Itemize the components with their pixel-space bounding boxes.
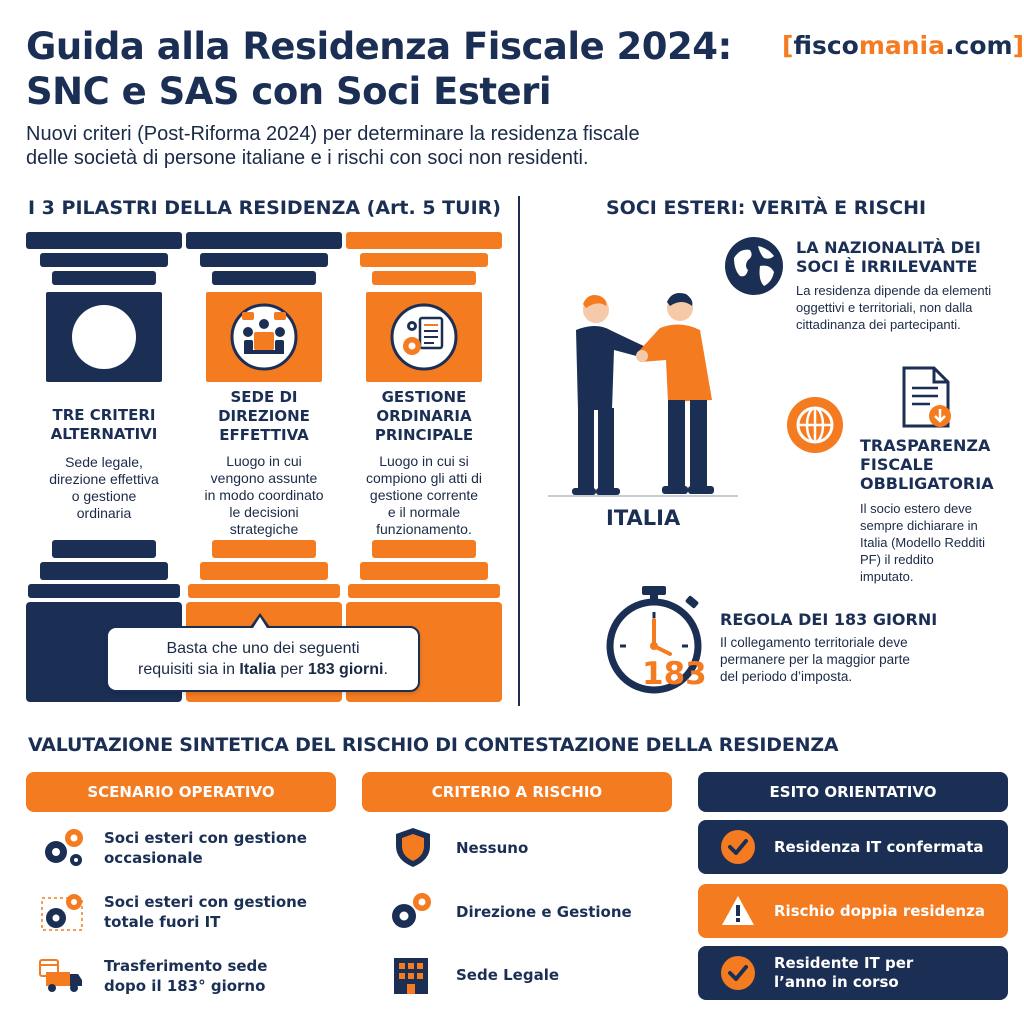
italia-label: ITALIA (606, 506, 681, 530)
pillar-body: Sede legale, direzione effettiva o gestione ordinaria (49, 454, 159, 521)
criterio-cell: Nessuno (456, 839, 529, 857)
risk-table-title: VALUTAZIONE SINTETICA DEL RISCHIO DI CONTESTAZIONE DELLA RESIDENZA (28, 734, 839, 756)
esito-cell-warning: Rischio doppia residenza (698, 884, 1008, 938)
scenario-cell: Soci esteri con gestione occasionale (104, 829, 307, 867)
title-line-1: Guida alla Residenza Fiscale 2024: (26, 25, 732, 68)
scenario-cell: Trasferimento sede dopo il 183° giorno (104, 957, 268, 995)
gears-outside-icon (40, 890, 86, 932)
section-divider (518, 196, 520, 706)
subtitle-line-1: Nuovi criteri (Post-Riforma 2024) per determinare la residenza fiscale (26, 123, 640, 145)
nazionalita-body: La residenza dipende da elementi oggettivi e territoriali, non dalla cittadinanza dei partecipanti. (796, 283, 992, 332)
handshake-illustration (548, 290, 738, 502)
gears-icon (388, 890, 434, 932)
tax-document-icon (900, 366, 952, 428)
pillar-capital (40, 253, 168, 267)
logo-suffix: .com (945, 31, 1013, 60)
callout-pointer-inner (253, 617, 267, 628)
criterio-cell: Sede Legale (456, 966, 560, 984)
pillar-capital (372, 271, 476, 285)
pillar-base (360, 562, 488, 580)
stopwatch-number: 183 (642, 656, 707, 692)
pillar-base (188, 584, 340, 598)
callout-line-1: Basta che uno dei seguenti (166, 640, 360, 657)
pillar-base (200, 562, 328, 580)
scenario-cell: Soci esteri con gestione totale fuori IT (104, 893, 307, 931)
pillar-base (40, 562, 168, 580)
logo-prefix: fisco (793, 31, 859, 60)
pillar-base (28, 584, 180, 598)
pillar-capital (52, 271, 156, 285)
pillar-capital (346, 232, 502, 249)
shield-icon (390, 826, 436, 868)
trasparenza-title: TRASPARENZA FISCALE OBBLIGATORIA (860, 436, 994, 493)
title-line-2: SNC e SAS con Soci Esteri (26, 70, 552, 113)
nazionalita-title: LA NAZIONALITÀ DEI SOCI È IRRILEVANTE (796, 238, 981, 276)
pillar-capital (360, 253, 488, 267)
logo-highlight: mania (858, 31, 946, 60)
building-icon (388, 952, 434, 994)
pillar-title: SEDE DI DIREZIONE EFFETTIVA (218, 388, 310, 444)
esito-cell-ok: Residenza IT confermata (698, 820, 1008, 874)
pillar-emblem (206, 292, 322, 382)
check-icon (720, 955, 756, 991)
page-title (26, 24, 766, 114)
warning-icon (720, 893, 756, 929)
pillar-emblem (46, 292, 162, 382)
esito-cell-ok: Residente IT per l’anno in corso (698, 946, 1008, 1000)
callout-box (106, 626, 420, 692)
globe-icon (724, 236, 784, 296)
pillars-heading: I 3 PILASTRI DELLA RESIDENZA (Art. 5 TUIR) (28, 197, 501, 219)
column-header-esito: ESITO ORIENTATIVO (698, 772, 1008, 812)
pillar-emblem (366, 292, 482, 382)
regola-title: REGOLA DEI 183 GIORNI (720, 610, 938, 629)
subtitle-line-2: delle società di persone italiane e i rischi con soci non residenti. (26, 147, 589, 169)
soci-heading: SOCI ESTERI: VERITÀ E RISCHI (606, 197, 927, 219)
logo: [fiscomania.com] (782, 31, 1024, 60)
column-header-scenario: SCENARIO OPERATIVO (26, 772, 336, 812)
pillar-body: Luogo in cui vengono assunte in modo coordinato le decisioni strategiche (204, 453, 324, 537)
document-gear-icon (366, 292, 482, 382)
pillar-capital (186, 232, 342, 249)
criterio-cell: Direzione e Gestione (456, 903, 632, 921)
pillar-capital (26, 232, 182, 249)
pillar-title: GESTIONE ORDINARIA PRINCIPALE (374, 388, 474, 444)
pillar-base (372, 540, 476, 558)
pillar-capital (200, 253, 328, 267)
pillar-base (52, 540, 156, 558)
trasparenza-body: Il socio estero deve sempre dichiarare in Italia (Modello Redditi PF) il reddito imputato. (860, 501, 986, 584)
world-grid-icon (786, 396, 844, 454)
pillar-title: TRE CRITERI ALTERNATIVI (50, 406, 158, 443)
gears-icon (40, 826, 86, 868)
pillar-capital (212, 271, 316, 285)
regola-body: Il collegamento territoriale deve permanere per la maggior parte del periodo d’imposta. (720, 635, 910, 684)
pillar-base (212, 540, 316, 558)
callout-line-2: requisiti sia in Italia per 183 giorni. (138, 661, 388, 678)
check-icon (720, 829, 756, 865)
pillar-base (348, 584, 500, 598)
pillar-body: Luogo in cui si compiono gli atti di gestione corrente e il normale funzionamento. (366, 453, 482, 537)
meeting-icon (206, 292, 322, 382)
moving-truck-icon (38, 954, 84, 996)
circle-emblem-icon (46, 292, 162, 382)
column-header-criterio: CRITERIO A RISCHIO (362, 772, 672, 812)
page-subtitle (26, 122, 766, 170)
